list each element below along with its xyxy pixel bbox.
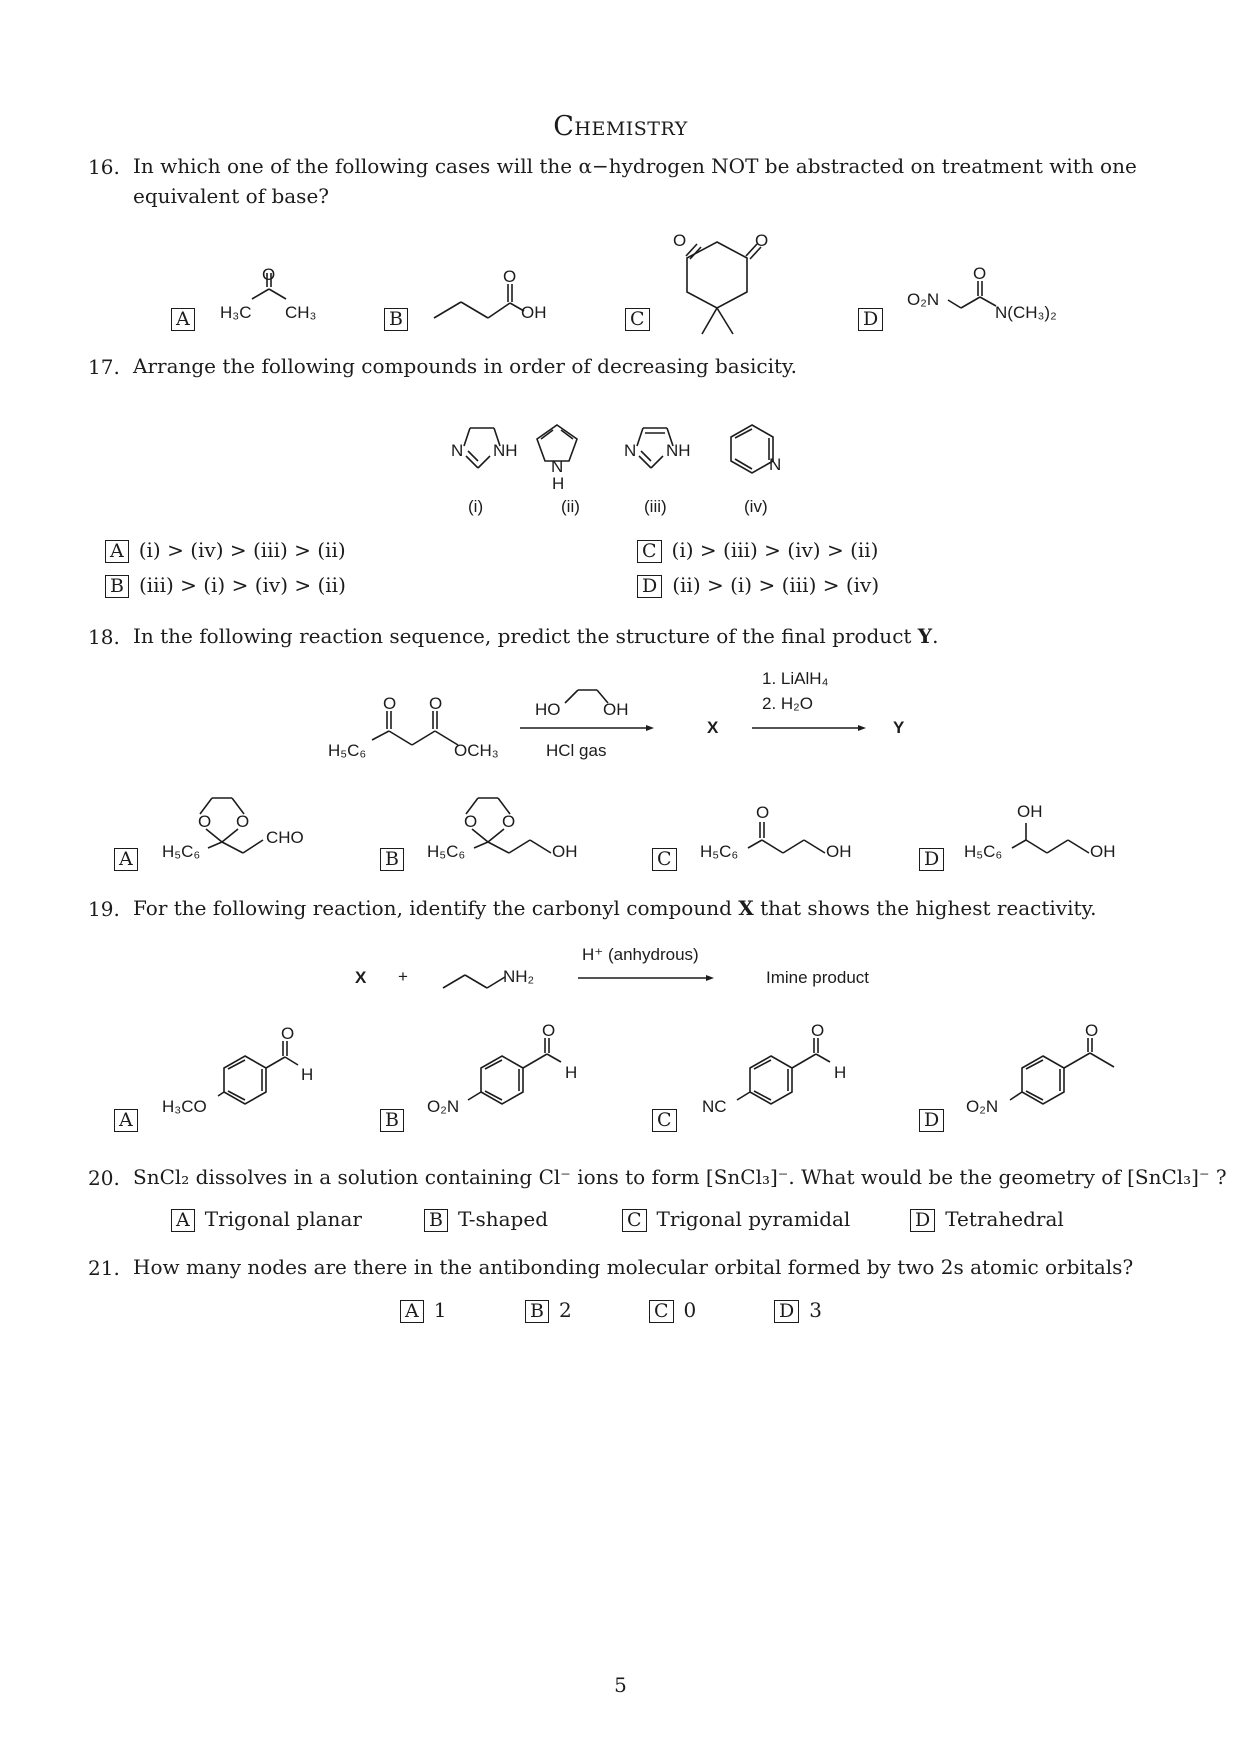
q18-c-oh: OH xyxy=(826,842,852,861)
question-number: 20. xyxy=(88,1166,120,1190)
q21-option-c[interactable] xyxy=(649,1298,696,1323)
q16-a-right: CH₃ xyxy=(285,303,317,322)
q18-b-o2: O xyxy=(502,812,516,831)
q16-c-oxygen-left: O xyxy=(673,231,687,250)
q17-label-iv: (iv) xyxy=(744,497,768,516)
page-number: 5 xyxy=(614,1673,627,1697)
option-label: D xyxy=(637,575,662,598)
q19-c-o: O xyxy=(811,1021,825,1040)
option-label: C xyxy=(622,1209,647,1232)
product-y: Y xyxy=(893,718,905,737)
q17-label-ii: (ii) xyxy=(561,497,580,516)
sm-left: H₅C₆ xyxy=(328,741,367,760)
q18-b-oh: OH xyxy=(552,842,578,861)
option-label: B xyxy=(424,1209,448,1232)
q19-option-a-label[interactable]: A xyxy=(114,1109,138,1132)
q16-option-a-label[interactable]: A xyxy=(171,308,195,331)
q17-ii-n: N xyxy=(551,457,564,476)
option-text: (i) > (iv) > (iii) > (ii) xyxy=(138,538,346,562)
q16-option-c-label[interactable]: C xyxy=(625,308,650,331)
question-text-part: In the following reaction sequence, predict the structure of the final product xyxy=(133,624,918,648)
q18-a-cho: CHO xyxy=(266,828,304,847)
q16-d-oxygen: O xyxy=(973,264,987,283)
question-text: SnCl₂ dissolves in a solution containing Cl⁻ ions to form [SnCl₃]⁻. What would be the geometry of [SnCl₃]⁻ ? xyxy=(133,1165,1227,1189)
question-number: 19. xyxy=(88,897,120,921)
option-text: T-shaped xyxy=(457,1207,548,1231)
q16-option-d-label[interactable]: D xyxy=(858,308,883,331)
option-text: (i) > (iii) > (iv) > (ii) xyxy=(671,538,879,562)
q16-option-b-label[interactable]: B xyxy=(384,308,408,331)
option-text: 2 xyxy=(558,1298,572,1322)
q17-label-i: (i) xyxy=(468,497,484,516)
q18-a-o1: O xyxy=(198,812,212,831)
option-text: (iii) > (i) > (iv) > (ii) xyxy=(138,573,346,597)
option-label: B xyxy=(105,575,129,598)
reagent1-below: HCl gas xyxy=(546,741,607,760)
q19-c-sub: NC xyxy=(702,1097,727,1116)
q18-option-b-label[interactable]: B xyxy=(380,848,404,871)
q19-b-h: H xyxy=(565,1063,578,1082)
q18-b-ph: H₅C₆ xyxy=(427,842,466,861)
option-label: C xyxy=(637,540,662,563)
q16-b-oxygen: O xyxy=(503,267,517,286)
q16-c-oxygen-right: O xyxy=(755,231,769,250)
option-label: A xyxy=(105,540,129,563)
product-symbol: Y xyxy=(917,624,933,648)
q18-c-ph: H₅C₆ xyxy=(700,842,739,861)
q17-i-nh: NH xyxy=(493,441,518,460)
reagent1-left: HO xyxy=(535,700,561,719)
q19-plus: + xyxy=(398,967,408,986)
question-text-part: For the following reaction, identify the carbonyl compound xyxy=(133,896,739,920)
reagent1-right: OH xyxy=(603,700,629,719)
q19-option-b-label[interactable]: B xyxy=(380,1109,404,1132)
option-text: Trigonal planar xyxy=(204,1207,362,1231)
question-text-part: . xyxy=(932,624,939,648)
q18-option-d-label[interactable]: D xyxy=(919,848,944,871)
q17-ii-h: H xyxy=(552,474,565,493)
option-text: Trigonal pyramidal xyxy=(656,1207,851,1231)
option-text: Tetrahedral xyxy=(945,1207,1064,1231)
intermediate-x: X xyxy=(707,718,719,737)
question-number: 17. xyxy=(88,355,120,379)
q20-option-a[interactable] xyxy=(171,1207,362,1232)
question-text: How many nodes are there in the antibonding molecular orbital formed by two 2s atomic orbitals? xyxy=(133,1255,1134,1279)
question-text: In which one of the following cases will the α−hydrogen NOT be abstracted on treatment with one equivalent of base? xyxy=(133,154,1137,208)
reagent2-line2: 2. H₂O xyxy=(762,694,813,713)
reagent2-line1: 1. LiAlH₄ xyxy=(762,669,829,688)
question-number: 21. xyxy=(88,1256,120,1280)
q20-option-c[interactable] xyxy=(622,1207,850,1232)
q16-d-no2: O₂N xyxy=(907,290,940,309)
q21-option-a[interactable] xyxy=(400,1298,446,1323)
question-text-part: that shows the highest reactivity. xyxy=(753,896,1097,920)
q16-b-oh: OH xyxy=(521,303,547,322)
question-text: Arrange the following compounds in order of decreasing basicity. xyxy=(133,354,798,378)
q17-iii-nh: NH xyxy=(666,441,691,460)
q18-d-ph: H₅C₆ xyxy=(964,842,1003,861)
question-number: 16. xyxy=(88,155,120,179)
option-label: C xyxy=(649,1300,674,1323)
q19-d-sub: O₂N xyxy=(966,1097,999,1116)
q19-b-sub: O₂N xyxy=(427,1097,460,1116)
q17-label-iii: (iii) xyxy=(644,497,667,516)
q20-option-d[interactable] xyxy=(910,1207,1064,1232)
q19-d-o: O xyxy=(1085,1021,1099,1040)
sm-right: OCH₃ xyxy=(454,741,499,760)
q16-a-oxygen: O xyxy=(262,265,276,284)
option-label: D xyxy=(774,1300,799,1323)
q17-iii-n: N xyxy=(624,441,637,460)
option-text: (ii) > (i) > (iii) > (iv) xyxy=(672,573,880,597)
q18-d-oh: OH xyxy=(1090,842,1116,861)
sm-oxygen-2: O xyxy=(429,694,443,713)
q19-product: Imine product xyxy=(766,968,869,987)
q18-d-oh-top: OH xyxy=(1017,802,1043,821)
q19-option-c-label[interactable]: C xyxy=(652,1109,677,1132)
q17-iv-n: N xyxy=(769,455,782,474)
q19-option-d-label[interactable]: D xyxy=(919,1109,944,1132)
q19-b-o: O xyxy=(542,1021,556,1040)
q18-a-o2: O xyxy=(236,812,250,831)
option-label: A xyxy=(171,1209,195,1232)
option-label: A xyxy=(400,1300,424,1323)
q18-b-o1: O xyxy=(464,812,478,831)
q18-option-c-label[interactable]: C xyxy=(652,848,677,871)
q19-c-h: H xyxy=(834,1063,847,1082)
q19-x: X xyxy=(355,968,367,987)
q21-option-d[interactable] xyxy=(774,1298,822,1323)
option-text: 1 xyxy=(433,1298,447,1322)
q18-a-ph: H₅C₆ xyxy=(162,842,201,861)
q17-i-n: N xyxy=(451,441,464,460)
page-title: Chemistry xyxy=(553,111,688,142)
q16-a-left: H₃C xyxy=(220,303,252,322)
option-label: D xyxy=(910,1209,935,1232)
sm-oxygen-1: O xyxy=(383,694,397,713)
option-text: 3 xyxy=(809,1298,822,1322)
q19-amine: NH₂ xyxy=(503,967,535,986)
q20-option-b[interactable] xyxy=(424,1207,548,1232)
option-label: B xyxy=(525,1300,549,1323)
q16-d-amine: N(CH₃)₂ xyxy=(995,303,1057,322)
q18-c-o: O xyxy=(756,803,770,822)
q19-a-h: H xyxy=(301,1065,314,1084)
reactant-symbol: X xyxy=(738,896,754,920)
q21-option-b[interactable] xyxy=(525,1298,572,1323)
q19-a-o: O xyxy=(281,1024,295,1043)
option-text: 0 xyxy=(683,1298,697,1322)
q19-a-sub: H₃CO xyxy=(162,1097,207,1116)
q18-option-a-label[interactable]: A xyxy=(114,848,138,871)
q19-reagent: H⁺ (anhydrous) xyxy=(582,945,699,964)
question-number: 18. xyxy=(88,625,120,649)
